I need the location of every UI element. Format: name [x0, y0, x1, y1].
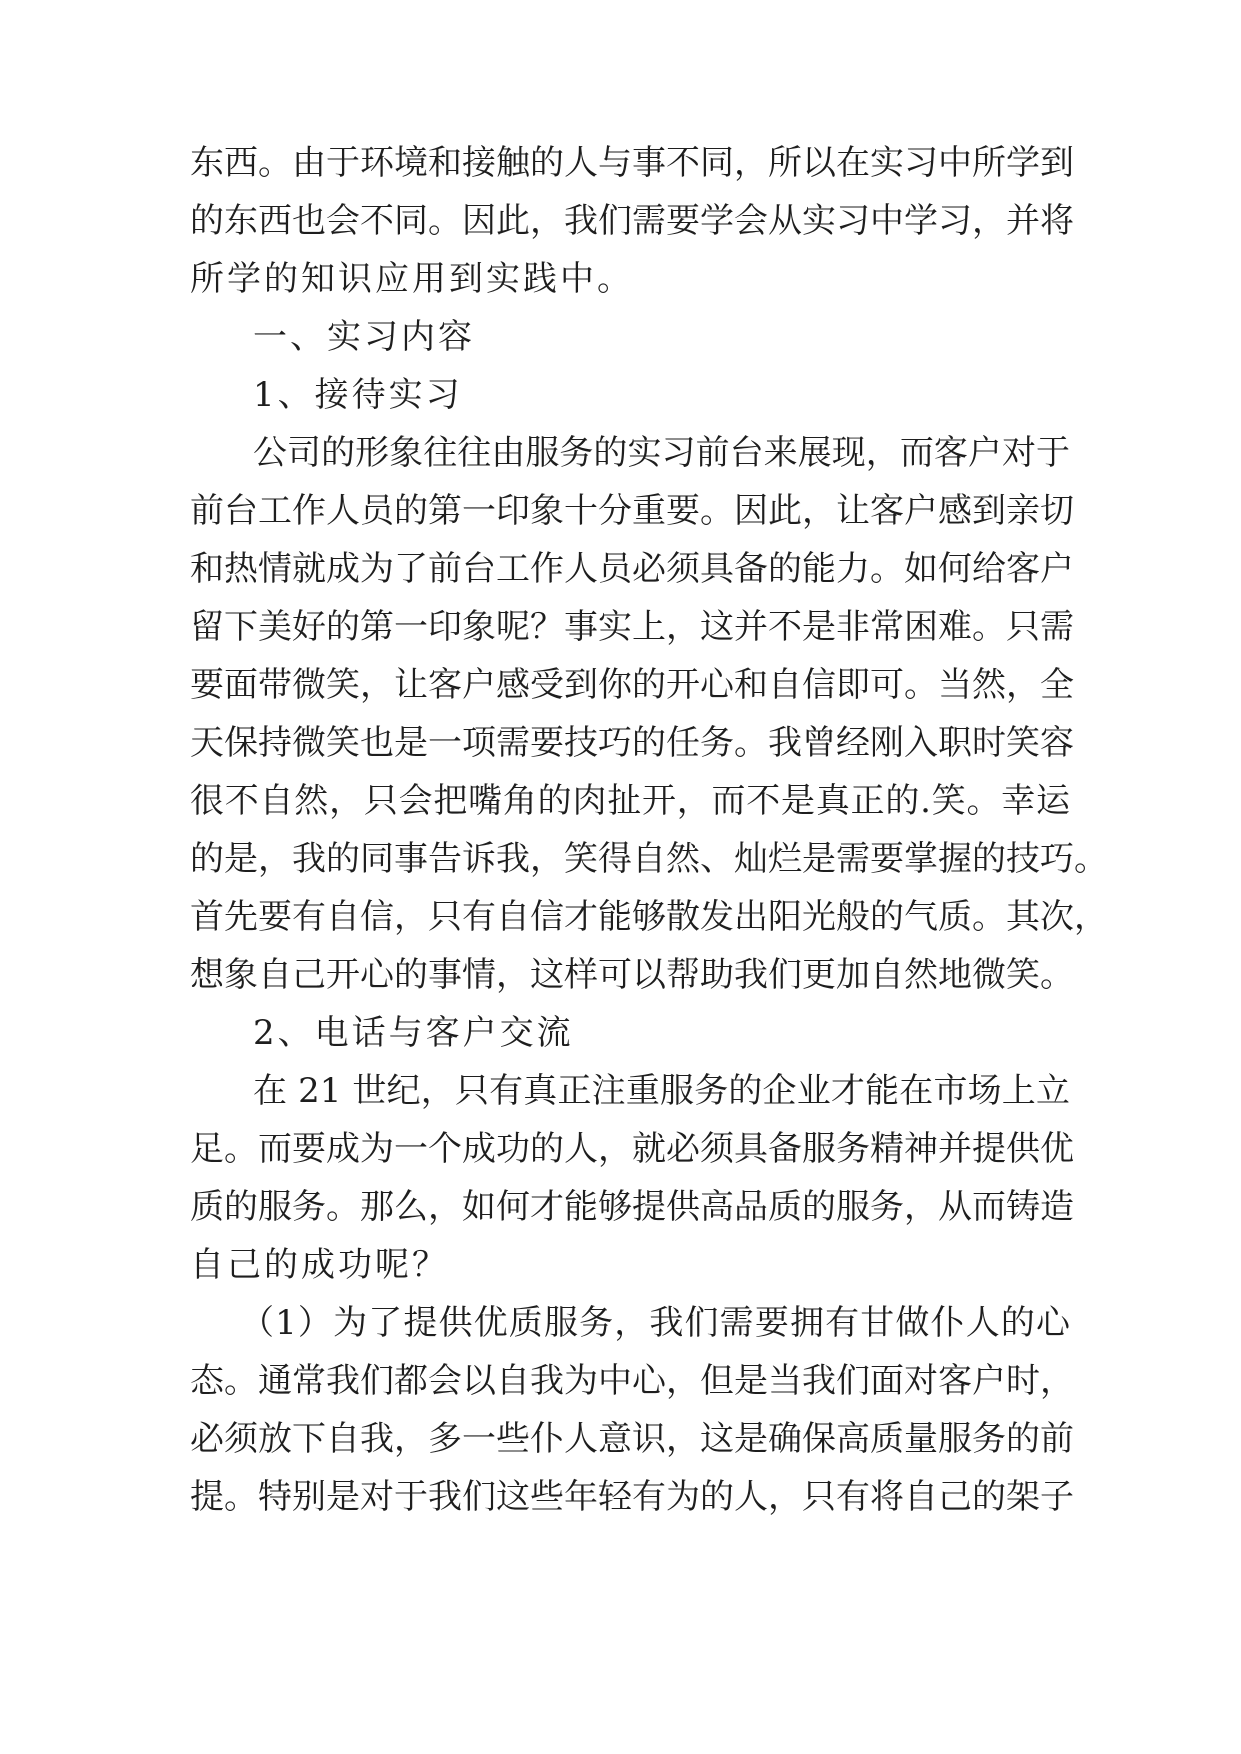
section-heading: 一、实习内容: [253, 317, 475, 357]
body-line: 在 21 世纪，只有真正注重服务的企业才能在市场上立: [253, 1071, 1070, 1111]
body-line: 东西。由于环境和接触的人与事不同，所以在实习中所学到: [190, 143, 1074, 183]
body-line: 和热情就成为了前台工作人员必须具备的能力。如何给客户: [190, 549, 1074, 589]
body-line: 想象自己开心的事情，这样可以帮助我们更加自然地微笑。: [190, 955, 1074, 995]
body-line: 留下美好的第一印象呢？事实上，这并不是非常困难。只需: [190, 607, 1074, 647]
body-line: 态。通常我们都会以自我为中心，但是当我们面对客户时，: [190, 1361, 1074, 1401]
body-line: 的东西也会不同。因此，我们需要学会从实习中学习，并将: [190, 201, 1074, 241]
body-line: 提。特别是对于我们这些年轻有为的人，只有将自己的架子: [190, 1477, 1074, 1517]
body-line: 必须放下自我，多一些仆人意识，这是确保高质量服务的前: [190, 1419, 1074, 1459]
body-line: 质的服务。那么，如何才能够提供高品质的服务，从而铸造: [190, 1187, 1074, 1227]
subsection-heading: 1、接待实习: [253, 375, 463, 415]
body-line: 要面带微笑，让客户感受到你的开心和自信即可。当然，全: [190, 665, 1074, 705]
body-line: 的是，我的同事告诉我，笑得自然、灿烂是需要掌握的技巧。: [190, 839, 1108, 879]
body-line: 前台工作人员的第一印象十分重要。因此，让客户感到亲切: [190, 491, 1074, 531]
body-line: 很不自然，只会把嘴角的肉扯开，而不是真正的.笑。幸运: [190, 781, 1070, 821]
body-line: 公司的形象往往由服务的实习前台来展现，而客户对于: [253, 433, 1070, 473]
body-line: 天保持微笑也是一项需要技巧的任务。我曾经刚入职时笑容: [190, 723, 1074, 763]
body-line: 所学的知识应用到实践中。: [190, 259, 634, 299]
body-line: （1）为了提供优质服务，我们需要拥有甘做仆人的心: [240, 1303, 1070, 1343]
body-line: 自己的成功呢？: [190, 1245, 449, 1285]
body-line: 首先要有自信，只有自信才能够散发出阳光般的气质。其次，: [190, 897, 1108, 937]
body-line: 足。而要成为一个成功的人，就必须具备服务精神并提供优: [190, 1129, 1074, 1169]
subsection-heading: 2、电话与客户交流: [253, 1013, 574, 1053]
